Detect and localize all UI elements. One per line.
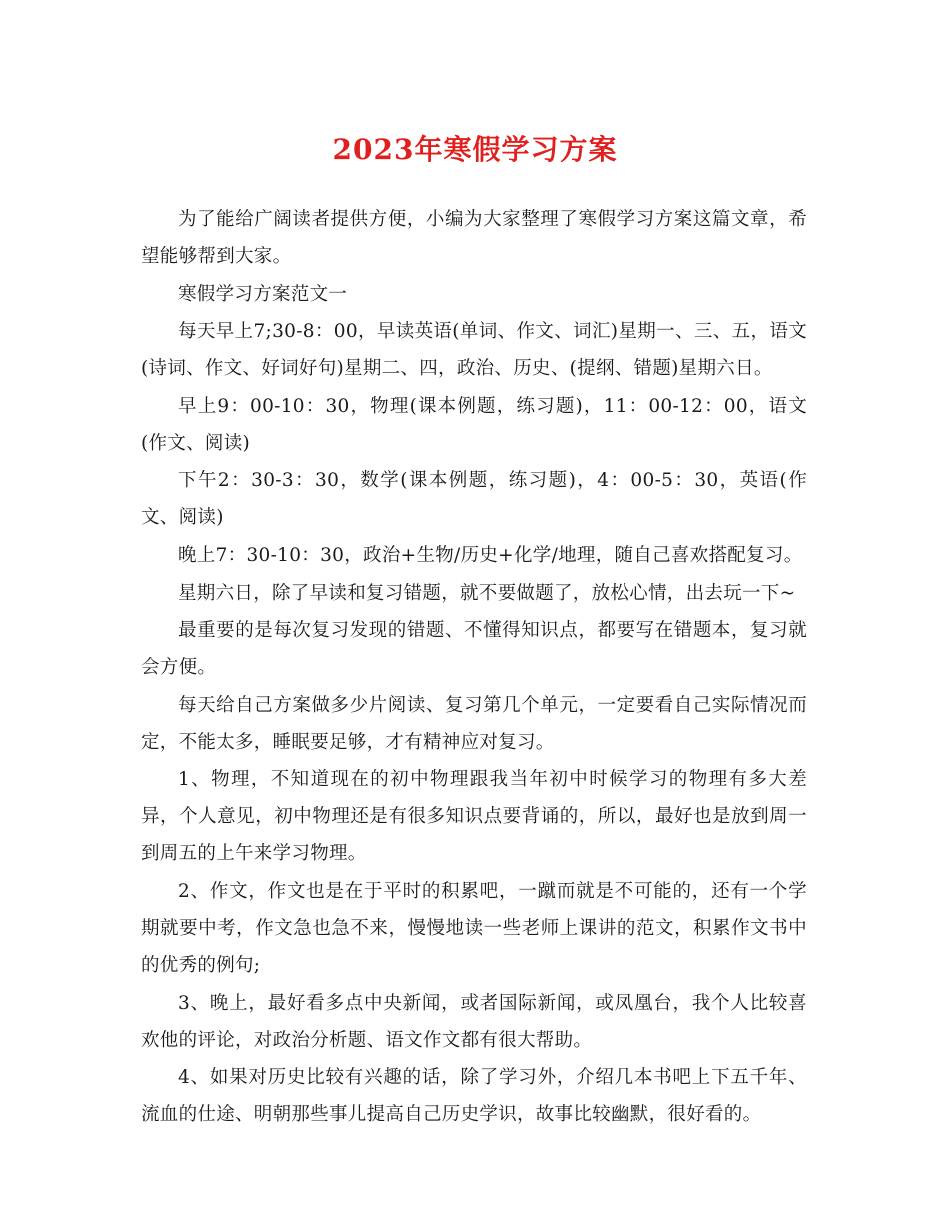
paragraph-section-heading: 寒假学习方案范文一	[178, 283, 348, 305]
paragraph-weekend: 星期六日，除了早读和复习错题，就不要做题了，放松心情，出去玩一下~	[178, 582, 796, 604]
paragraph-evening-schedule: 晚上7：30-10：30，政治+生物/历史+化学/地理，随自己喜欢搭配复习。	[178, 544, 803, 566]
document-title: 2023年寒假学习方案	[332, 133, 618, 166]
document-body	[141, 201, 807, 1134]
paragraph-morning-schedule: 早上9：00-10：30，物理(课本例题，练习题)，11：00-12：00，语文(作文、阅读)	[141, 395, 807, 454]
paragraph-afternoon-schedule: 下午2：30-3：30，数学(课本例题，练习题)，4：00-5：30，英语(作文、阅读)	[141, 470, 807, 529]
paragraph-tip-physics: 1、物理，不知道现在的初中物理跟我当年初中时候学习的物理有多大差异，个人意见，初中物理还是有很多知识点要背诵的，所以，最好也是放到周一到周五的上午来学习物理。	[141, 769, 807, 865]
paragraph-tip-history: 4、如果对历史比较有兴趣的话，除了学习外，介绍几本书吧上下五千年、流血的仕途、明朝那些事儿提高自己历史学识，故事比较幽默，很好看的。	[141, 1067, 807, 1126]
paragraph-morning-reading: 每天早上7;30-8：00，早读英语(单词、作文、词汇)星期一、三、五，语文(诗词、作文、好词好句)星期二、四，政治、历史、(提纲、错题)星期六日。	[141, 321, 807, 380]
paragraph-tip-composition: 2、作文，作文也是在于平时的积累吧，一蹴而就是不可能的，还有一个学期就要中考，作文急也急不来，慢慢地读一些老师上课讲的范文，积累作文书中的优秀的例句;	[141, 880, 807, 976]
paragraph-intro: 为了能给广阔读者提供方便，小编为大家整理了寒假学习方案这篇文章，希望能够帮到大家。	[141, 209, 807, 267]
paragraph-tip-news: 3、晚上，最好看多点中央新闻，或者国际新闻，或凤凰台，我个人比较喜欢他的评论，对政治分析题、语文作文都有很大帮助。	[141, 992, 807, 1051]
paragraph-mistake-notebook: 最重要的是每次复习发现的错题、不懂得知识点，都要写在错题本，复习就会方便。	[141, 620, 807, 679]
paragraph-daily-plan: 每天给自己方案做多少片阅读、复习第几个单元，一定要看自己实际情况而定，不能太多，睡眠要足够，才有精神应对复习。	[141, 694, 807, 753]
